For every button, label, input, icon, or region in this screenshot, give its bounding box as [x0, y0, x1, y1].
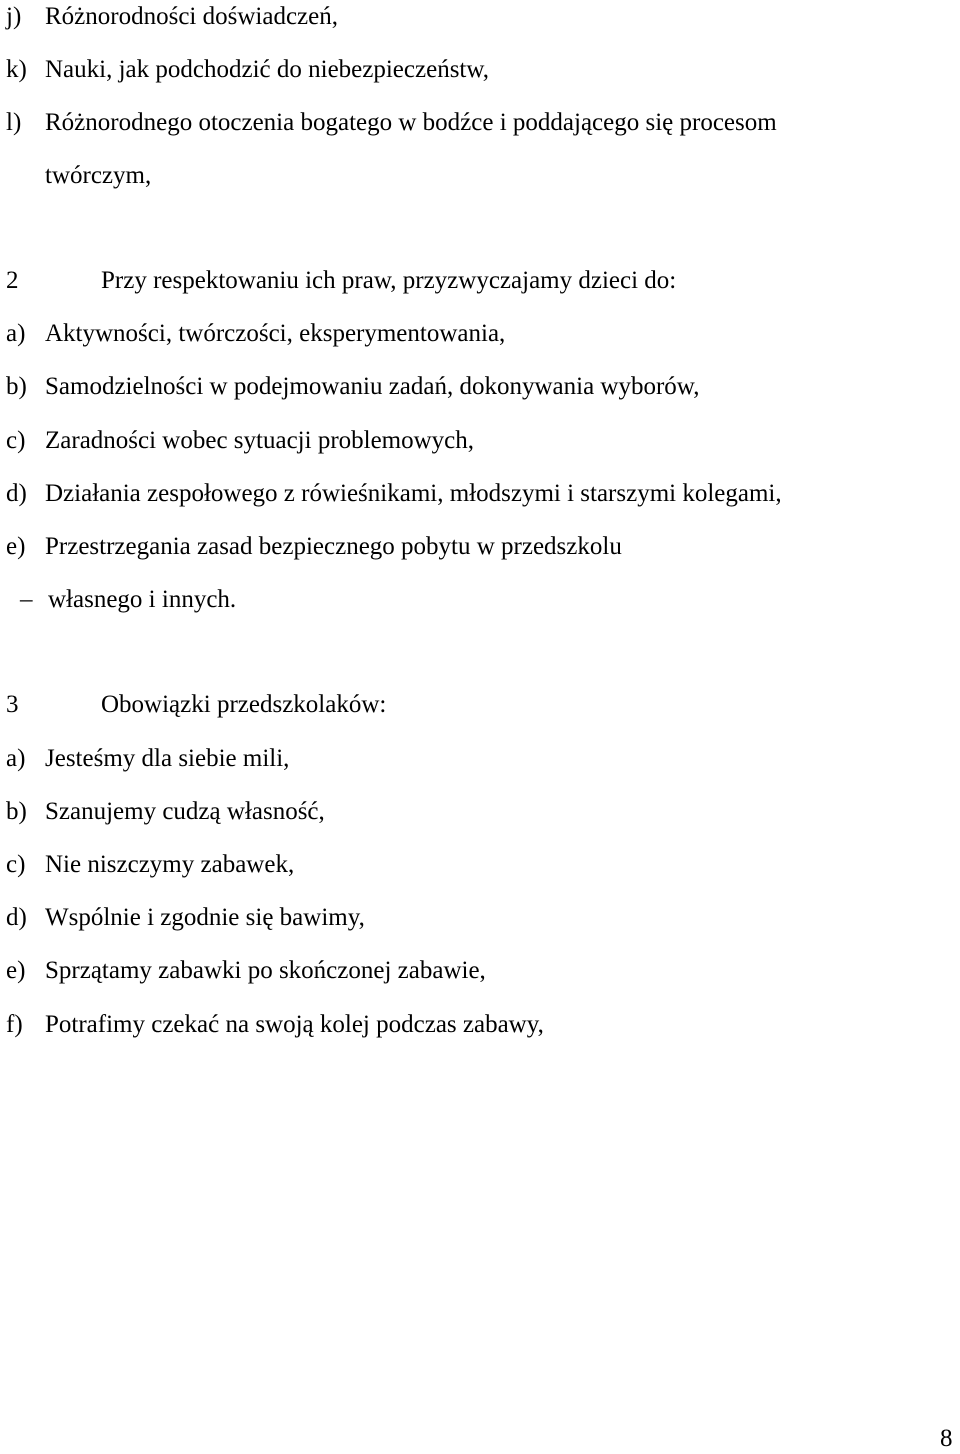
list-item-text: Różnorodności doświadczeń, — [45, 3, 338, 30]
list-marker: d) — [6, 480, 27, 507]
continuation-text: twórczym, — [45, 162, 152, 189]
section-number: 2 — [6, 267, 19, 294]
list-item-text: Zaradności wobec sytuacji problemowych, — [45, 427, 475, 454]
list-marker: a) — [6, 320, 26, 347]
continuation-text: własnego i innych. — [48, 586, 237, 613]
list-marker: j) — [6, 3, 22, 30]
list-marker: f) — [6, 1011, 23, 1038]
list-marker: l) — [6, 109, 22, 136]
list-item-text: Nauki, jak podchodzić do niebezpieczeństw, — [45, 56, 490, 83]
list-marker: b) — [6, 798, 27, 825]
list-item-text: Szanujemy cudzą własność, — [45, 798, 325, 825]
section-number: 3 — [6, 691, 19, 718]
list-marker: a) — [6, 745, 26, 772]
list-marker: c) — [6, 851, 26, 878]
list-item-text: Sprzątamy zabawki po skończonej zabawie, — [45, 957, 486, 984]
list-marker: k) — [6, 56, 27, 83]
list-item-text: Samodzielności w podejmowaniu zadań, dokonywania wyborów, — [45, 373, 700, 400]
list-item-text: Potrafimy czekać na swoją kolej podczas zabawy, — [45, 1011, 544, 1038]
list-marker: e) — [6, 957, 26, 984]
page-number: 8 — [940, 1425, 953, 1452]
list-item-text: Przestrzegania zasad bezpiecznego pobytu w przedszkolu — [45, 533, 622, 560]
list-item-text: Działania zespołowego z rówieśnikami, młodszymi i starszymi kolegami, — [45, 480, 782, 507]
list-marker: e) — [6, 533, 26, 560]
section-title: Obowiązki przedszkolaków: — [101, 691, 387, 718]
list-item-text: Jesteśmy dla siebie mili, — [45, 745, 290, 772]
list-marker: c) — [6, 427, 26, 454]
section-title: Przy respektowaniu ich praw, przyzwyczajamy dzieci do: — [101, 267, 677, 294]
list-item-text: Różnorodnego otoczenia bogatego w bodźce i poddającego się procesom — [45, 109, 777, 136]
list-item-text: Nie niszczymy zabawek, — [45, 851, 295, 878]
list-marker: b) — [6, 373, 27, 400]
list-item-text: Aktywności, twórczości, eksperymentowania, — [45, 320, 506, 347]
list-item-text: Wspólnie i zgodnie się bawimy, — [45, 904, 365, 931]
dash-marker: – — [20, 586, 33, 613]
list-marker: d) — [6, 904, 27, 931]
